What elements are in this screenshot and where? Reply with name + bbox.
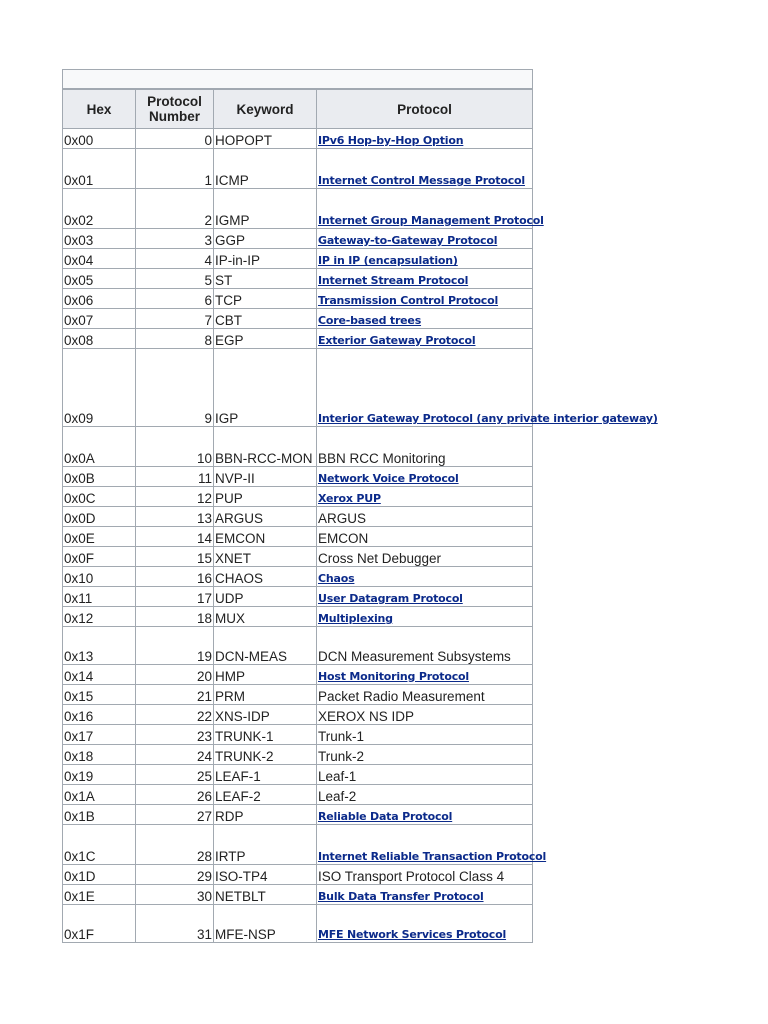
cell-protocol [317, 329, 533, 349]
cell-hex: 0x13 [63, 627, 136, 665]
table-caption-cell [63, 70, 533, 90]
table-row [63, 269, 533, 289]
cell-keyword: IGP [214, 349, 317, 427]
cell-keyword: HMP [214, 665, 317, 685]
cell-protocol [317, 607, 533, 627]
cell-protocol [317, 189, 544, 229]
cell-keyword: IRTP [214, 825, 317, 865]
cell-protocol [317, 269, 533, 289]
protocol-name: Trunk-2 [318, 749, 365, 764]
cell-protocol-number: 23 [136, 725, 214, 745]
cell-protocol [317, 765, 533, 785]
cell-keyword: IGMP [214, 189, 317, 229]
table-row [63, 129, 533, 149]
protocol-link[interactable]: Gateway-to-Gateway Protocol [318, 234, 498, 247]
protocol-link[interactable]: Exterior Gateway Protocol [318, 334, 476, 347]
table-row [63, 905, 533, 943]
cell-keyword: NVP-II [214, 467, 317, 487]
cell-hex: 0x10 [63, 567, 136, 587]
cell-keyword: ISO-TP4 [214, 865, 317, 885]
cell-hex: 0x09 [63, 349, 136, 427]
cell-keyword: ARGUS [214, 507, 317, 527]
cell-protocol [317, 527, 533, 547]
cell-protocol-number: 26 [136, 785, 214, 805]
cell-protocol-number: 25 [136, 765, 214, 785]
protocol-link[interactable]: Core-based trees [318, 314, 422, 327]
cell-protocol [317, 665, 533, 685]
cell-hex: 0x17 [63, 725, 136, 745]
cell-hex: 0x00 [63, 129, 136, 149]
table-row [63, 665, 533, 685]
cell-keyword: LEAF-2 [214, 785, 317, 805]
protocol-link[interactable]: Internet Reliable Transaction Protocol [318, 850, 547, 863]
protocol-link[interactable]: Host Monitoring Protocol [318, 670, 469, 683]
protocol-name: ARGUS [318, 511, 367, 526]
table-row [63, 805, 533, 825]
table-header-row [63, 89, 533, 129]
cell-hex: 0x1B [63, 805, 136, 825]
protocol-name: Packet Radio Measurement [318, 689, 485, 704]
cell-protocol-number: 1 [136, 149, 214, 189]
cell-keyword: PUP [214, 487, 317, 507]
cell-protocol-number: 4 [136, 249, 214, 269]
header-hex[interactable]: Hex [63, 89, 136, 129]
cell-protocol-number: 7 [136, 309, 214, 329]
protocol-link[interactable]: Internet Control Message Protocol [318, 174, 525, 187]
cell-keyword: XNET [214, 547, 317, 567]
cell-hex: 0x18 [63, 745, 136, 765]
table-row [63, 527, 533, 547]
cell-protocol [317, 885, 533, 905]
table-row [63, 825, 533, 865]
cell-protocol [317, 825, 547, 865]
table-row [63, 865, 533, 885]
cell-keyword: TRUNK-2 [214, 745, 317, 765]
cell-keyword: EGP [214, 329, 317, 349]
cell-hex: 0x05 [63, 269, 136, 289]
table-body [63, 129, 658, 943]
cell-hex: 0x0E [63, 527, 136, 547]
cell-hex: 0x12 [63, 607, 136, 627]
cell-keyword: MUX [214, 607, 317, 627]
cell-protocol [317, 725, 533, 745]
cell-protocol-number: 15 [136, 547, 214, 567]
cell-protocol-number: 5 [136, 269, 214, 289]
cell-protocol [317, 627, 533, 665]
cell-protocol [317, 149, 533, 189]
cell-protocol [317, 567, 533, 587]
protocol-name: EMCON [318, 531, 369, 546]
cell-protocol [317, 487, 533, 507]
cell-protocol-number: 14 [136, 527, 214, 547]
table-row [63, 547, 533, 567]
table-row [63, 507, 533, 527]
cell-protocol-number: 3 [136, 229, 214, 249]
table-row [63, 349, 533, 427]
protocol-link[interactable]: Interior Gateway Protocol (any private interior gateway) [318, 412, 658, 425]
cell-protocol-number: 31 [136, 905, 214, 943]
table-row [63, 785, 533, 805]
cell-protocol-number: 22 [136, 705, 214, 725]
protocol-link[interactable]: IPv6 Hop-by-Hop Option [318, 134, 464, 147]
table-row [63, 309, 533, 329]
cell-protocol-number: 8 [136, 329, 214, 349]
table-row [63, 745, 533, 765]
protocol-link[interactable]: Internet Group Management Protocol [318, 214, 544, 227]
cell-hex: 0x06 [63, 289, 136, 309]
cell-keyword: MFE-NSP [214, 905, 317, 943]
cell-hex: 0x0D [63, 507, 136, 527]
cell-protocol-number: 20 [136, 665, 214, 685]
table-row [63, 587, 533, 607]
protocol-link[interactable]: MFE Network Services Protocol [318, 928, 507, 941]
protocol-name: Trunk-1 [318, 729, 365, 744]
cell-protocol-number: 10 [136, 427, 214, 467]
cell-keyword: TCP [214, 289, 317, 309]
cell-protocol-number: 24 [136, 745, 214, 765]
cell-protocol [317, 467, 533, 487]
cell-hex: 0x1C [63, 825, 136, 865]
table-row [63, 685, 533, 705]
cell-protocol [317, 705, 533, 725]
protocol-link[interactable]: User Datagram Protocol [318, 592, 463, 605]
cell-hex: 0x0A [63, 427, 136, 467]
cell-protocol [317, 249, 533, 269]
table-row [63, 627, 533, 665]
cell-keyword: ST [214, 269, 317, 289]
cell-protocol [317, 805, 533, 825]
cell-hex: 0x04 [63, 249, 136, 269]
protocol-name: Leaf-1 [318, 769, 357, 784]
cell-hex: 0x08 [63, 329, 136, 349]
cell-hex: 0x1A [63, 785, 136, 805]
table-row [63, 467, 533, 487]
cell-protocol-number: 0 [136, 129, 214, 149]
protocol-numbers-table [62, 69, 658, 943]
table-row [63, 189, 533, 229]
table-row [63, 229, 533, 249]
protocol-name: XEROX NS IDP [318, 709, 415, 724]
cell-hex: 0x16 [63, 705, 136, 725]
protocol-table-container [62, 69, 658, 954]
cell-protocol-number: 16 [136, 567, 214, 587]
cell-protocol-number: 11 [136, 467, 214, 487]
cell-protocol-number: 2 [136, 189, 214, 229]
cell-protocol-number: 12 [136, 487, 214, 507]
cell-protocol [317, 865, 533, 885]
cell-hex: 0x1D [63, 865, 136, 885]
cell-hex: 0x0C [63, 487, 136, 507]
protocol-link[interactable]: Multiplexing [318, 612, 393, 625]
cell-protocol [317, 507, 533, 527]
cell-protocol-number: 9 [136, 349, 214, 427]
cell-hex: 0x15 [63, 685, 136, 705]
header-protocol-number[interactable]: Protocol Number [136, 89, 214, 129]
protocol-link[interactable]: Transmission Control Protocol [318, 294, 499, 307]
cell-keyword: RDP [214, 805, 317, 825]
cell-protocol-number: 28 [136, 825, 214, 865]
cell-hex: 0x01 [63, 149, 136, 189]
cell-protocol-number: 29 [136, 865, 214, 885]
cell-keyword: EMCON [214, 527, 317, 547]
table-row [63, 725, 533, 745]
cell-keyword: BBN-RCC-MON [214, 427, 317, 467]
protocol-link[interactable]: Bulk Data Transfer Protocol [318, 890, 484, 903]
protocol-link[interactable]: Chaos [318, 572, 355, 585]
cell-hex: 0x1E [63, 885, 136, 905]
cell-keyword: PRM [214, 685, 317, 705]
cell-keyword: DCN-MEAS [214, 627, 317, 665]
header-protocol[interactable]: Protocol [317, 89, 533, 129]
cell-keyword: XNS-IDP [214, 705, 317, 725]
table-row [63, 427, 533, 467]
cell-keyword: LEAF-1 [214, 765, 317, 785]
cell-keyword: TRUNK-1 [214, 725, 317, 745]
cell-protocol [317, 309, 533, 329]
cell-keyword: UDP [214, 587, 317, 607]
cell-keyword: NETBLT [214, 885, 317, 905]
cell-protocol [317, 289, 533, 309]
protocol-name: Cross Net Debugger [318, 551, 442, 566]
cell-protocol [317, 905, 533, 943]
cell-keyword: CBT [214, 309, 317, 329]
cell-keyword: GGP [214, 229, 317, 249]
cell-hex: 0x1F [63, 905, 136, 943]
protocol-name: Leaf-2 [318, 789, 357, 804]
cell-hex: 0x0B [63, 467, 136, 487]
table-row [63, 487, 533, 507]
cell-protocol [317, 349, 658, 427]
cell-keyword: CHAOS [214, 567, 317, 587]
cell-keyword: ICMP [214, 149, 317, 189]
table-row [63, 149, 533, 189]
table-row [63, 765, 533, 785]
cell-hex: 0x03 [63, 229, 136, 249]
protocol-link[interactable]: Internet Stream Protocol [318, 274, 469, 287]
table-row [63, 289, 533, 309]
protocol-link[interactable]: Reliable Data Protocol [318, 810, 453, 823]
cell-protocol [317, 547, 533, 567]
cell-hex: 0x0F [63, 547, 136, 567]
cell-hex: 0x14 [63, 665, 136, 685]
cell-hex: 0x19 [63, 765, 136, 785]
cell-protocol [317, 229, 533, 249]
cell-protocol [317, 785, 533, 805]
table-row [63, 607, 533, 627]
table-caption-row [63, 70, 533, 90]
cell-protocol [317, 745, 533, 765]
protocol-link[interactable]: Network Voice Protocol [318, 472, 459, 485]
cell-protocol-number: 19 [136, 627, 214, 665]
table-row [63, 249, 533, 269]
protocol-name: ISO Transport Protocol Class 4 [318, 869, 505, 884]
protocol-name: BBN RCC Monitoring [318, 451, 446, 466]
cell-protocol [317, 129, 533, 149]
cell-keyword: HOPOPT [214, 129, 317, 149]
cell-protocol-number: 18 [136, 607, 214, 627]
cell-protocol [317, 427, 533, 467]
protocol-name: DCN Measurement Subsystems [318, 649, 511, 664]
cell-protocol [317, 587, 533, 607]
cell-protocol-number: 6 [136, 289, 214, 309]
cell-protocol-number: 30 [136, 885, 214, 905]
table-row [63, 705, 533, 725]
table-row [63, 885, 533, 905]
cell-protocol-number: 17 [136, 587, 214, 607]
cell-hex: 0x02 [63, 189, 136, 229]
cell-hex: 0x11 [63, 587, 136, 607]
cell-protocol [317, 685, 533, 705]
table-row [63, 567, 533, 587]
header-keyword[interactable]: Keyword [214, 89, 317, 129]
protocol-link[interactable]: IP in IP (encapsulation) [318, 254, 458, 267]
cell-keyword: IP-in-IP [214, 249, 317, 269]
protocol-link[interactable]: Xerox PUP [318, 492, 381, 505]
cell-protocol-number: 13 [136, 507, 214, 527]
cell-protocol-number: 21 [136, 685, 214, 705]
table-row [63, 329, 533, 349]
cell-protocol-number: 27 [136, 805, 214, 825]
cell-hex: 0x07 [63, 309, 136, 329]
